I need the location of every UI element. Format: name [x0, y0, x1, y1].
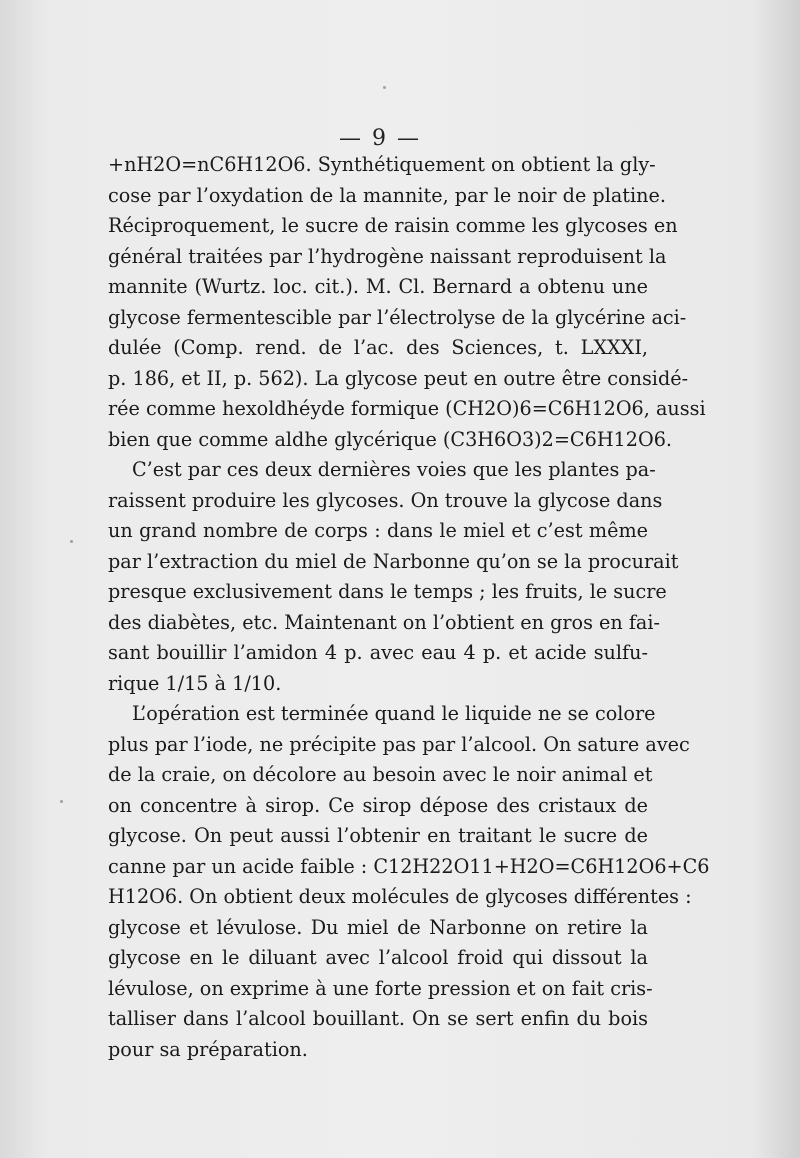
- text-line: par l’extraction du miel de Narbonne qu’on se la procurait: [108, 549, 679, 573]
- text-line: on concentre à sirop. Ce sirop dépose des cristaux de: [108, 793, 648, 817]
- page-number: — 9 —: [339, 126, 421, 151]
- text-line: rique 1/15 à 1/10.: [108, 671, 282, 695]
- text-line: p. 186, et II, p. 562). La glycose peut en outre être considé-: [108, 366, 689, 390]
- text-line: rée comme hexoldhéyde formique (CH2O)6=C6H12O6, aussi: [108, 397, 706, 420]
- text-line: glycose fermentescible par l’électrolyse de la glycérine aci-: [108, 305, 687, 329]
- text-line: un grand nombre de corps : dans le miel et c’est même: [108, 519, 648, 542]
- text-line: bien que comme aldhe glycérique (C3H6O3)2=C6H12O6.: [108, 427, 672, 451]
- text-line: glycose et lévulose. Du miel de Narbonne on retire la: [108, 915, 648, 939]
- text-line: pour sa préparation.: [108, 1037, 308, 1061]
- text-line: +nH2O=nC6H12O6. Synthétiquement on obtient la gly-: [108, 153, 656, 176]
- text-line: dulée (Comp. rend. de l’ac. des Sciences, t. LXXXI,: [108, 336, 648, 359]
- body-text: [108, 150, 710, 1065]
- text-line: L’opération est terminée quand le liquide ne se colore: [132, 702, 656, 725]
- text-line: C’est par ces deux dernières voies que les plantes pa-: [132, 458, 656, 481]
- text-line: presque exclusivement dans le temps ; les fruits, le sucre: [108, 580, 667, 603]
- text-line: lévulose, on exprime à une forte pression et on fait cris-: [108, 976, 653, 1000]
- text-line: de la craie, on décolore au besoin avec le noir animal et: [108, 763, 653, 786]
- text-line: raissent produire les glycoses. On trouve la glycose dans: [108, 488, 663, 512]
- text-line: cose par l’oxydation de la mannite, par le noir de platine.: [108, 183, 666, 207]
- text-line: mannite (Wurtz. loc. cit.). M. Cl. Bernard a obtenu une: [108, 275, 648, 298]
- text-line: général traitées par l’hydrogène naissant reproduisent la: [108, 244, 667, 268]
- paragraph: [108, 455, 679, 699]
- text-line: H12O6. On obtient deux molécules de glycoses différentes :: [108, 885, 692, 908]
- text-line: glycose en le diluant avec l’alcool froid qui dissout la: [108, 946, 648, 969]
- text-line: glycose. On peut aussi l’obtenir en traitant le sucre de: [108, 824, 648, 847]
- paragraph: [108, 699, 710, 1065]
- text-line: des diabètes, etc. Maintenant on l’obtient en gros en fai-: [108, 610, 660, 634]
- paper-speck: [383, 86, 386, 89]
- paragraph: [108, 150, 706, 455]
- text-line: sant bouillir l’amidon 4 p. avec eau 4 p. et acide sulfu-: [108, 641, 648, 664]
- paper-speck: [70, 540, 73, 543]
- text-line: plus par l’iode, ne précipite pas par l’alcool. On sature avec: [108, 732, 690, 756]
- text-line: Réciproquement, le sucre de raisin comme les glycoses en: [108, 214, 678, 237]
- text-line: talliser dans l’alcool bouillant. On se sert enfin du bois: [108, 1007, 648, 1030]
- paper-speck: [60, 800, 63, 803]
- text-line: canne par un acide faible : C12H22O11+H2O=C6H12O6+C6: [108, 854, 710, 878]
